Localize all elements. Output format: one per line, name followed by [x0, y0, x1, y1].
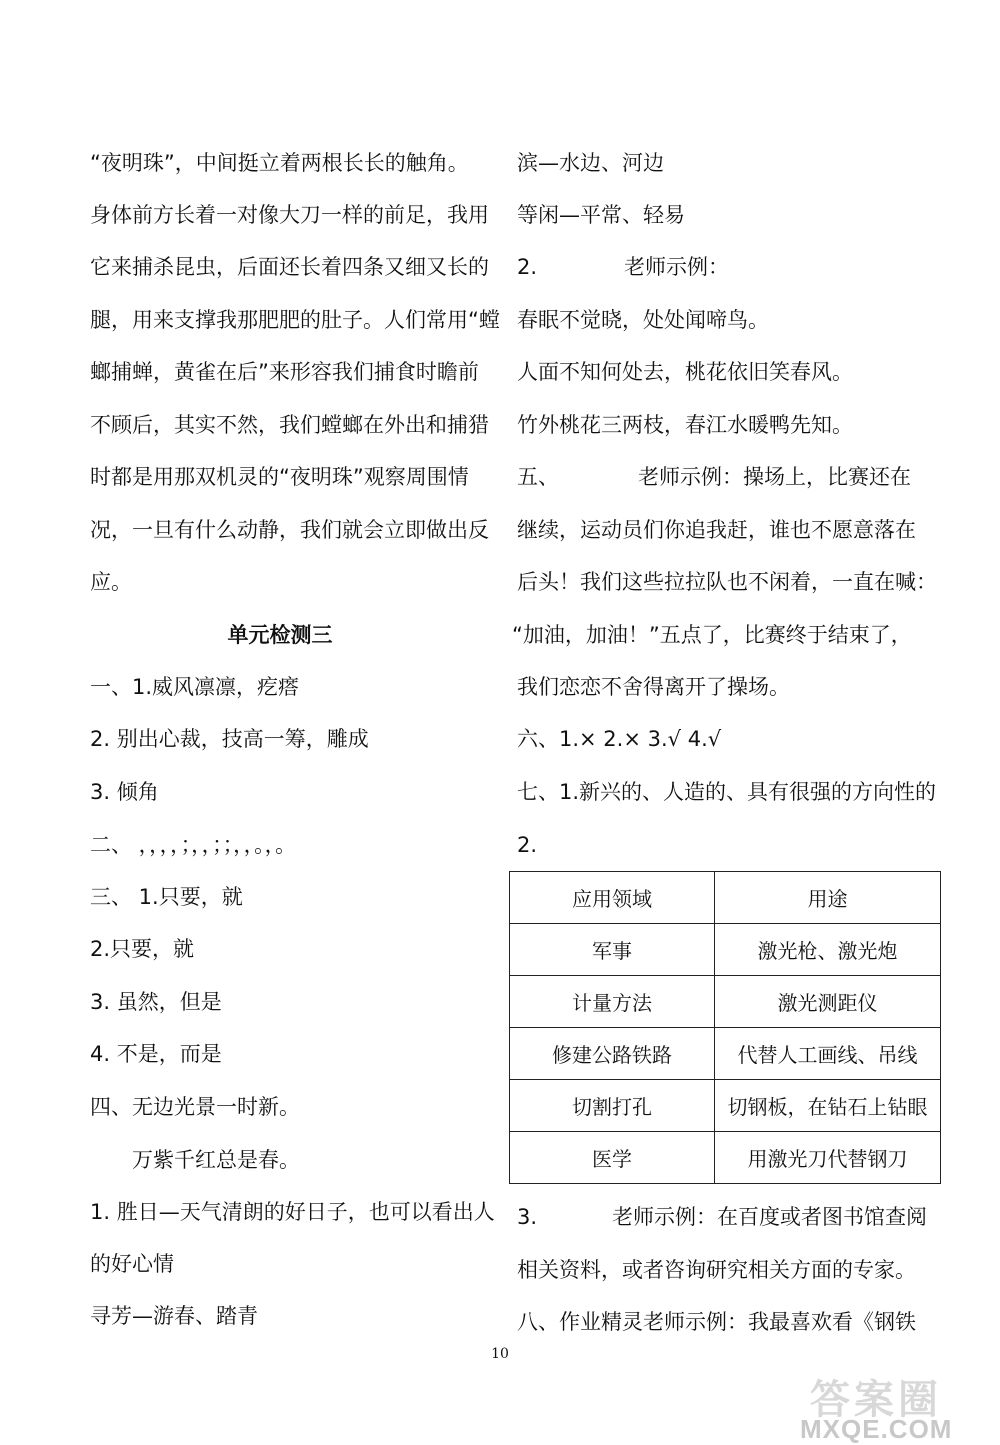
answer-line: “加油，加油！”五点了，比赛终于结束了，	[512, 623, 912, 647]
watermark-site: MXQE.COM	[800, 1414, 953, 1444]
answer-line: 老师示例：操场上，比赛还在	[638, 465, 911, 489]
table-header-row	[510, 872, 941, 924]
poem-line: 春眠不觉晓，处处闻啼鸟。	[517, 308, 769, 332]
table-row	[510, 1132, 941, 1184]
table-cell: 代替人工画线、吊线	[715, 1028, 941, 1080]
text-line: “夜明珠”，中间挺立着两根长长的触角。	[90, 151, 469, 175]
table-row	[510, 1028, 941, 1080]
text-line: 况，一旦有什么动静，我们就会立即做出反	[90, 518, 489, 542]
answer-line: 1. 胜日—天气清朗的好日子，也可以看出人	[90, 1200, 495, 1224]
text-line: 不顾后，其实不然，我们螳螂在外出和捕猎	[90, 413, 489, 437]
answer-line: 3. 虽然，但是	[90, 990, 222, 1014]
laser-applications-table	[509, 871, 941, 1184]
item-number: 五、	[517, 465, 559, 489]
answer-line: 后头！我们这些拉拉队也不闲着，一直在喊：	[517, 570, 937, 594]
page-number: 10	[491, 1346, 509, 1362]
answer-line: 八、作业精灵老师示例：我最喜欢看《钢铁	[517, 1310, 916, 1334]
text-line: 身体前方长着一对像大刀一样的前足，我用	[90, 203, 489, 227]
text-line: 腿，用来支撑我那肥肥的肚子。人们常用“螳	[90, 308, 500, 332]
answer-line: 老师示例：在百度或者图书馆查阅	[612, 1205, 927, 1229]
watermark-logo: 答案圈	[810, 1377, 942, 1423]
answer-line: 寻芳—游春、踏青	[90, 1304, 258, 1328]
table-row	[510, 1080, 941, 1132]
section-title: 单元检测三	[227, 623, 333, 647]
answer-line: 4. 不是，而是	[90, 1042, 222, 1066]
table-cell: 切钢板，在钻石上钻眼	[715, 1080, 941, 1132]
answer-line: 继续，运动员们你追我赶，谁也不愿意落在	[517, 518, 916, 542]
answer-line: 四、无边光景一时新。	[90, 1095, 300, 1119]
table-row	[510, 976, 941, 1028]
text-line: 应。	[90, 570, 132, 594]
item-number: 2.	[517, 833, 538, 857]
answer-line: 万紫千红总是春。	[132, 1148, 300, 1172]
table-cell: 军事	[510, 924, 715, 976]
text-line: 滨—水边、河边	[517, 151, 664, 175]
table-cell: 切割打孔	[510, 1080, 715, 1132]
answer-line: 的好心情	[90, 1252, 174, 1276]
watermark	[800, 1377, 995, 1444]
answer-line: 七、1.新兴的、人造的、具有很强的方向性的	[517, 780, 937, 804]
text-line: 它来捕杀昆虫，后面还长着四条又细又长的	[90, 255, 489, 279]
table-cell: 激光枪、激光炮	[715, 924, 941, 976]
answer-line: 2. 别出心裁，技高一筹，雕成	[90, 727, 369, 751]
teacher-example-label: 老师示例：	[624, 255, 729, 279]
answer-line: 二、 ，，，，；，，；；，，。，。	[90, 833, 297, 857]
table-cell: 激光测距仪	[715, 976, 941, 1028]
table-header-cell: 应用领域	[510, 872, 715, 924]
item-number: 3.	[517, 1205, 538, 1229]
table-row	[510, 924, 941, 976]
answer-line: 相关资料，或者咨询研究相关方面的专家。	[517, 1258, 916, 1282]
table-cell: 计量方法	[510, 976, 715, 1028]
table-cell: 用激光刀代替钢刀	[715, 1132, 941, 1184]
answer-line: 2.只要，就	[90, 937, 195, 961]
text-line: 螂捕蝉，黄雀在后”来形容我们捕食时瞻前	[90, 360, 479, 384]
poem-line: 竹外桃花三两枝，春江水暖鸭先知。	[517, 413, 853, 437]
text-line: 等闲—平常、轻易	[517, 203, 685, 227]
table-cell: 医学	[510, 1132, 715, 1184]
answer-line: 一、1.威风凛凛，疙瘩	[90, 675, 300, 699]
answer-line: 3. 倾角	[90, 780, 159, 804]
answer-line: 三、 1.只要，就	[90, 885, 243, 909]
text-line: 时都是用那双机灵的“夜明珠”观察周围情	[90, 465, 469, 489]
item-number: 2.	[517, 255, 538, 279]
poem-line: 人面不知何处去，桃花依旧笑春风。	[517, 360, 853, 384]
answer-line: 六、1.× 2.× 3.√ 4.√	[517, 727, 722, 751]
table-cell: 修建公路铁路	[510, 1028, 715, 1080]
table-header-cell: 用途	[715, 872, 941, 924]
answer-line: 我们恋恋不舍得离开了操场。	[517, 675, 790, 699]
